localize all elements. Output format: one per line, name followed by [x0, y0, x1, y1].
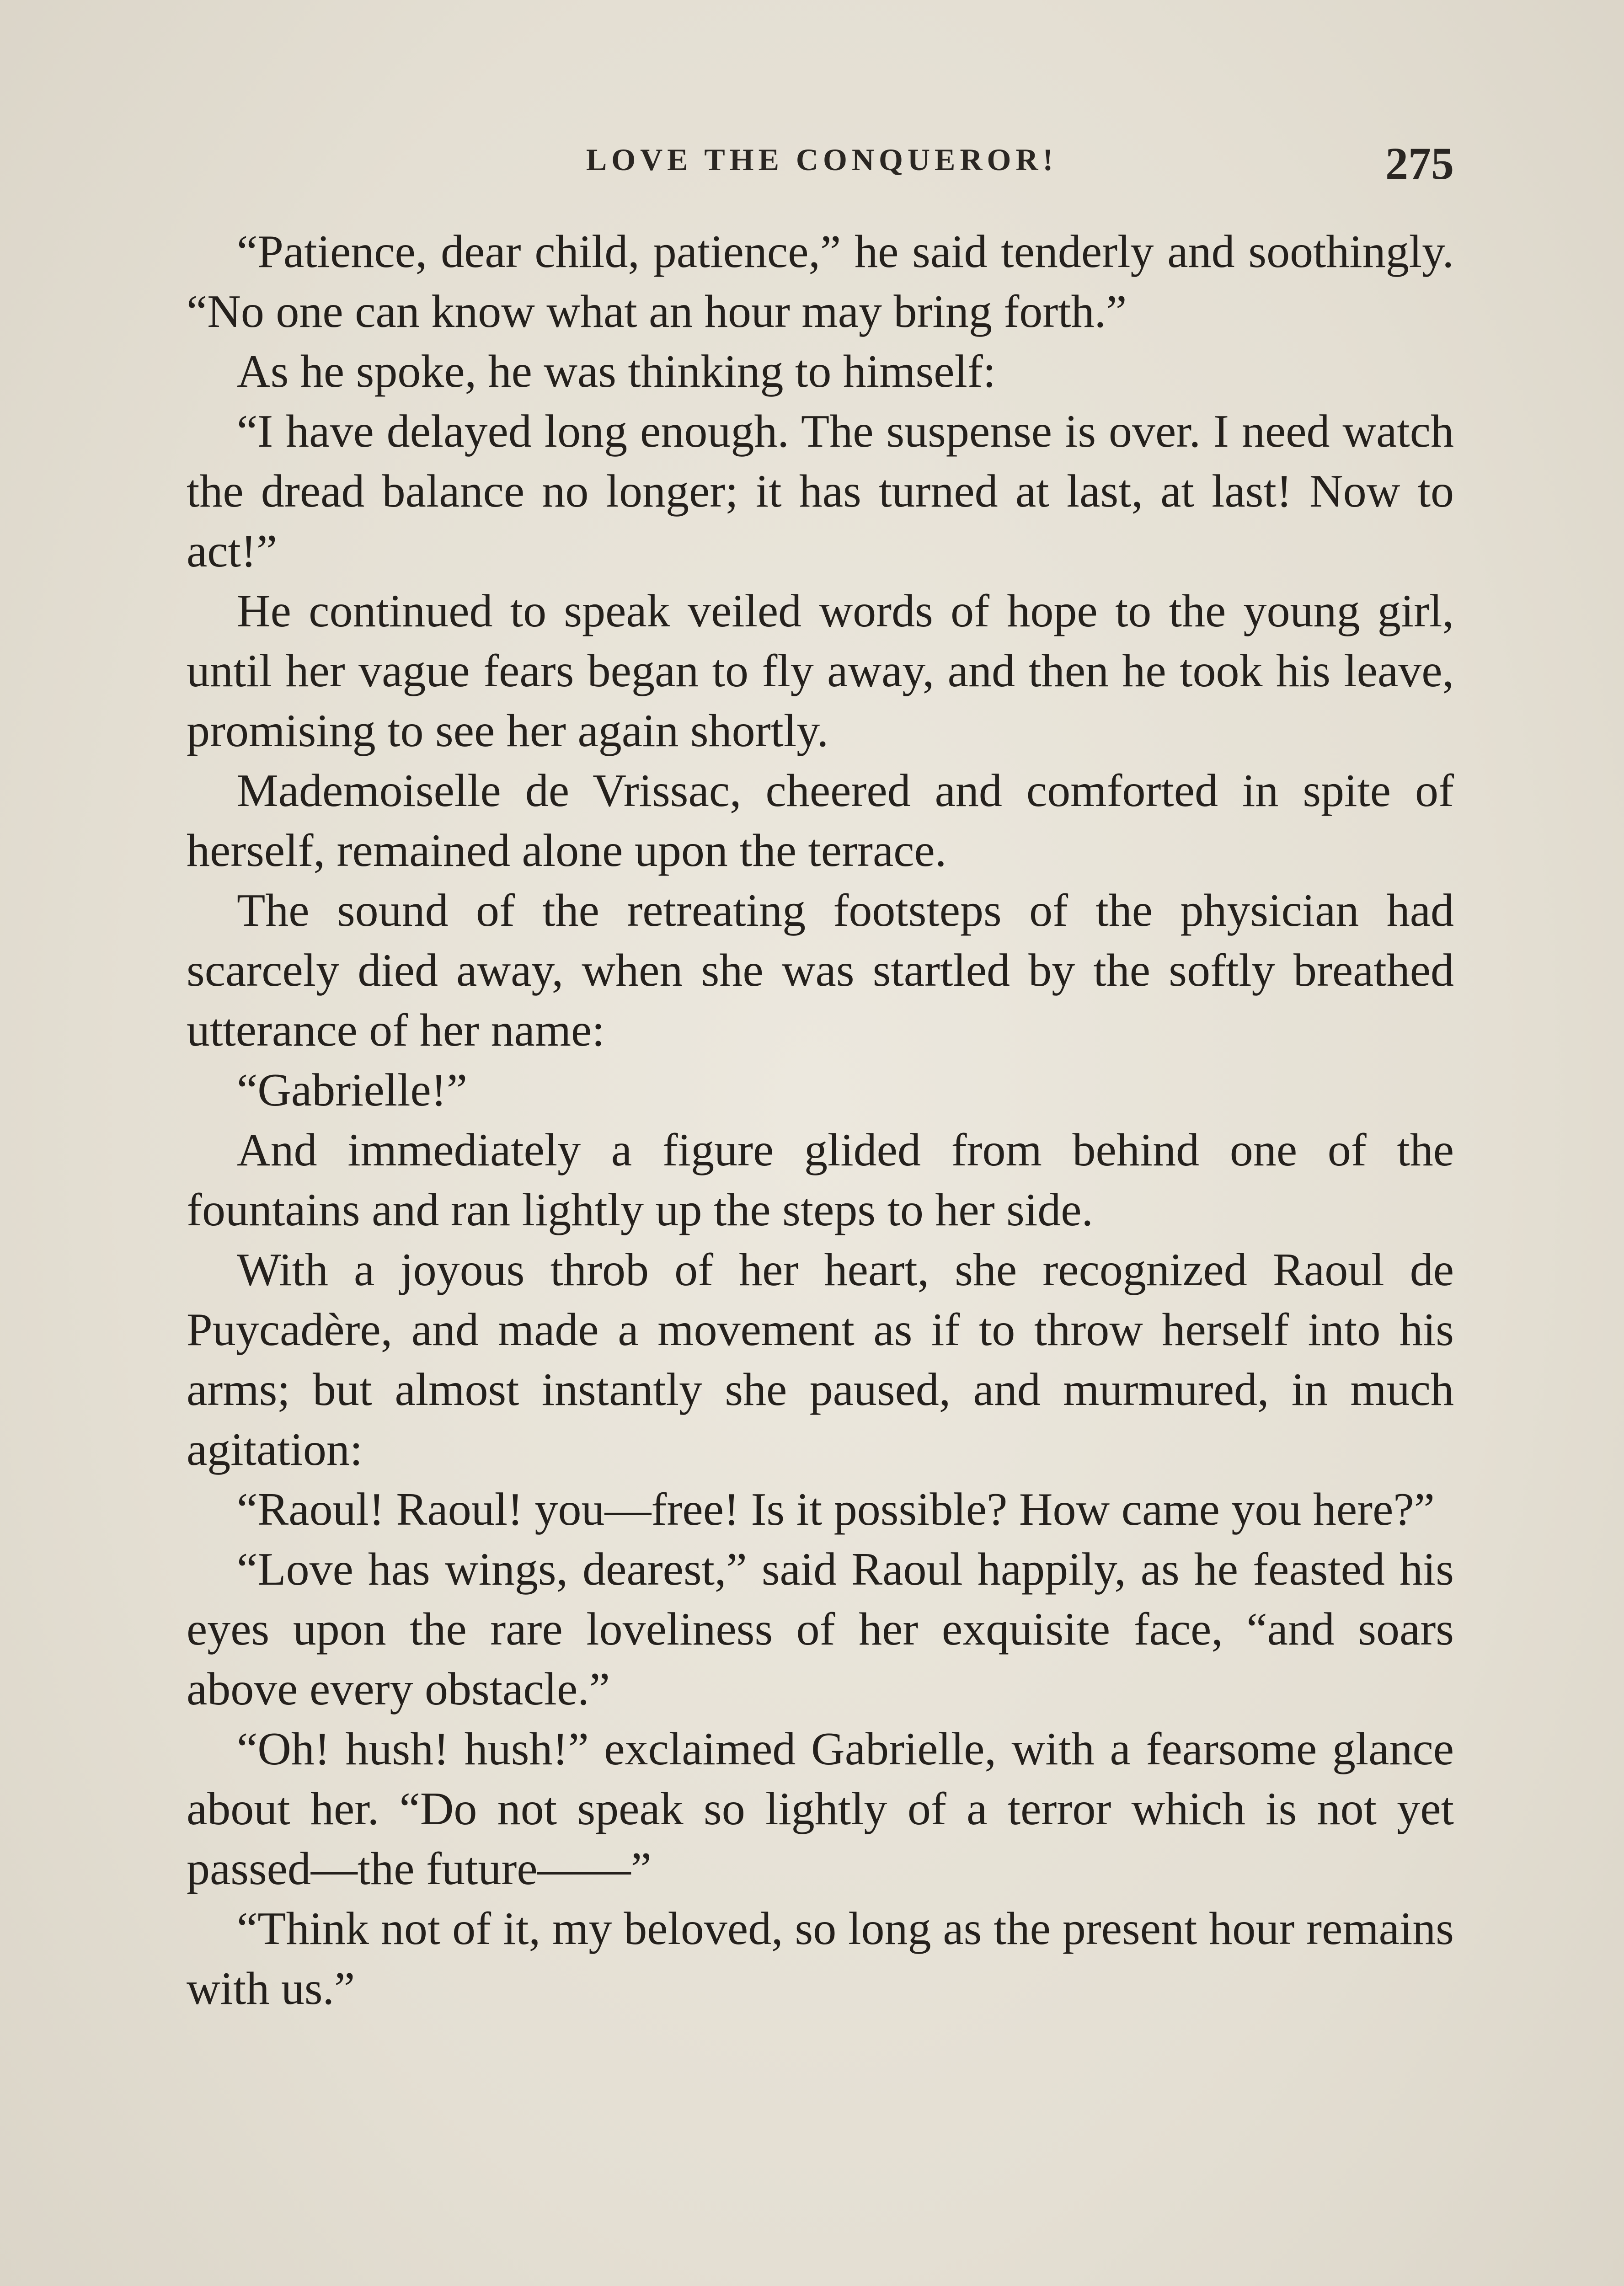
paragraph: “Raoul! Raoul! you—free! Is it possible? How came you here?”	[237, 1484, 1435, 1535]
paragraph: “Gabrielle!”	[237, 1064, 467, 1116]
paragraph: With a joyous throb of her heart, she recognized Raoul de Puycadère, and made a movement as if to throw herself into his arms; but almost instantly she paused, and murmured, in much agitation:	[187, 1244, 1454, 1475]
paragraph: “Love has wings, dearest,” said Raoul happily, as he feasted his eyes upon the rare loveliness of her exquisite face, “and soars above every obstacle.”	[187, 1544, 1454, 1715]
page-number: 275	[1385, 138, 1454, 189]
paragraph: As he spoke, he was thinking to himself:	[237, 346, 996, 397]
body-text	[187, 222, 1454, 2019]
paragraph: He continued to speak veiled words of hope to the young girl, until her vague fears began to fly away, and then he took his leave, promising to see her again shortly.	[187, 585, 1454, 757]
paragraph: The sound of the retreating footsteps of the physician had scarcely died away, when she was startled by the softly breathed utterance of her name:	[187, 885, 1454, 1056]
paragraph: “Oh! hush! hush!” exclaimed Gabrielle, with a fearsome glance about her. “Do not speak so lightly of a terror which is not yet passed—the future——”	[187, 1723, 1454, 1895]
paragraph: Mademoiselle de Vrissac, cheered and comforted in spite of herself, remained alone upon the terrace.	[187, 765, 1454, 876]
paragraph: “Think not of it, my beloved, so long as the present hour remains with us.”	[187, 1903, 1454, 2014]
paragraph: “Patience, dear child, patience,” he said tenderly and soothingly. “No one can know what an hour may bring forth.”	[187, 226, 1454, 337]
paragraph: “I have delayed long enough. The suspense is over. I need watch the dread balance no longer; it has turned at last, at last! Now to act!”	[187, 406, 1454, 577]
running-title: LOVE THE CONQUEROR!	[586, 142, 1058, 177]
paragraph: And immediately a figure glided from behind one of the fountains and ran lightly up the steps to her side.	[187, 1124, 1454, 1236]
page-header	[190, 137, 1454, 201]
